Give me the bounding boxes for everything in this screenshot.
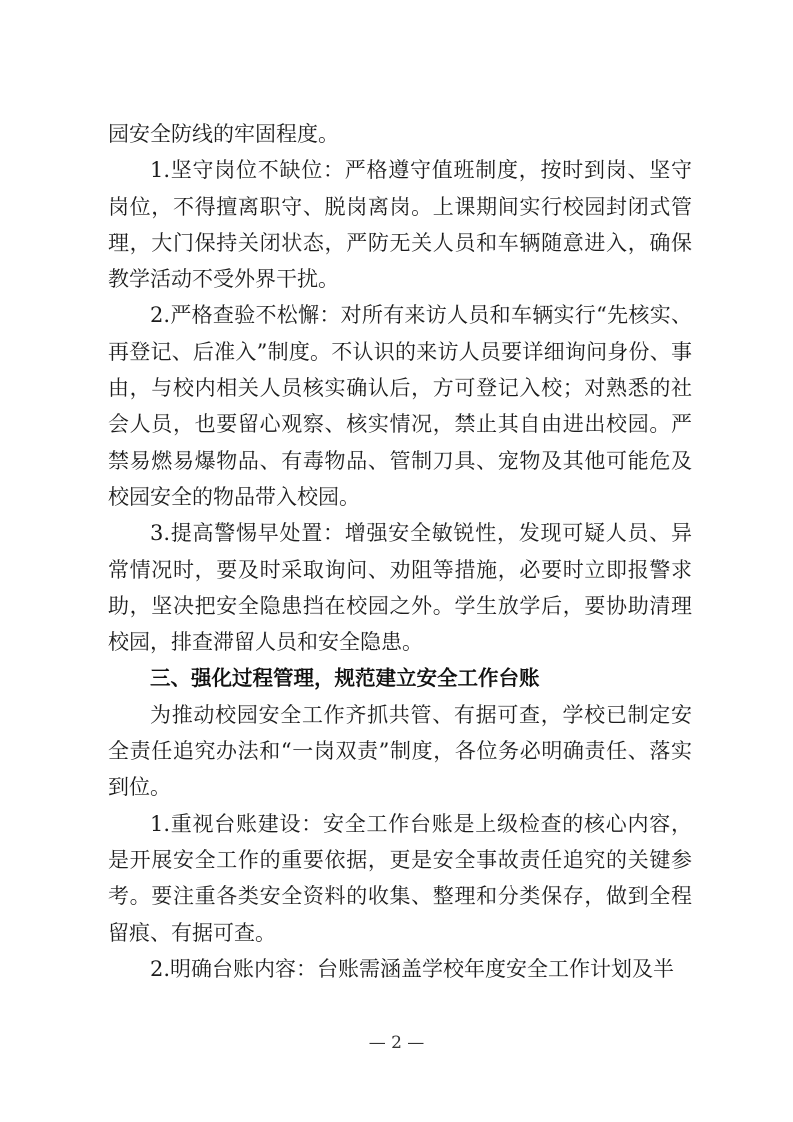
paragraph-continuation: 园安全防线的牢固程度。	[108, 122, 339, 146]
section-heading-three: 三、强化过程管理，规范建立安全工作台账	[150, 666, 540, 691]
paragraph-item-1-post-duty: 1.坚守岗位不缺位：严格遵守值班制度，按时到岗、坚守岗位，不得擅离职守、脱岗离岗。上课期间实行校园封闭式管理，大门保持关闭状态，严防无关人员和车辆随意进入，确保教学活动不受外界干扰。	[108, 158, 692, 292]
paragraph-section-intro: 为推动校园安全工作齐抓共管、有据可查，学校已制定安全责任追究办法和“一岗双责”制度，各位务必明确责任、落实到位。	[108, 702, 692, 800]
document-body	[108, 116, 692, 987]
page-number: — 2 —	[368, 1033, 425, 1053]
paragraph-item-1-ledger: 1.重视台账建设：安全工作台账是上级检查的核心内容，是开展安全工作的重要依据，更是安全事故责任追究的关键参考。要注重各类安全资料的收集、整理和分类保存，做到全程留痕、有据可查。	[108, 811, 692, 945]
paragraph-item-2-visitor-check: 2.严格查验不松懈：对所有来访人员和车辆实行“先核实、再登记、后准入”制度。不认识的来访人员要详细询问身份、事由，与校内相关人员核实确认后，方可登记入校；对熟悉的社会人员，也要留心观察、核实情况，禁止其自由进出校园。严禁易燃易爆物品、有毒物品、管制刀具、宠物及其他可能危及校园安全的物品带入校园。	[108, 303, 692, 509]
paragraph-item-3-alertness: 3.提高警惕早处置：增强安全敏锐性，发现可疑人员、异常情况时，要及时采取询问、劝阻等措施，必要时立即报警求助，坚决把安全隐患挡在校园之外。学生放学后，要协助清理校园，排查滞留人员和安全隐患。	[108, 521, 692, 655]
paragraph-item-2-ledger-content: 2.明确台账内容：台账需涵盖学校年度安全工作计划及半	[150, 956, 675, 981]
